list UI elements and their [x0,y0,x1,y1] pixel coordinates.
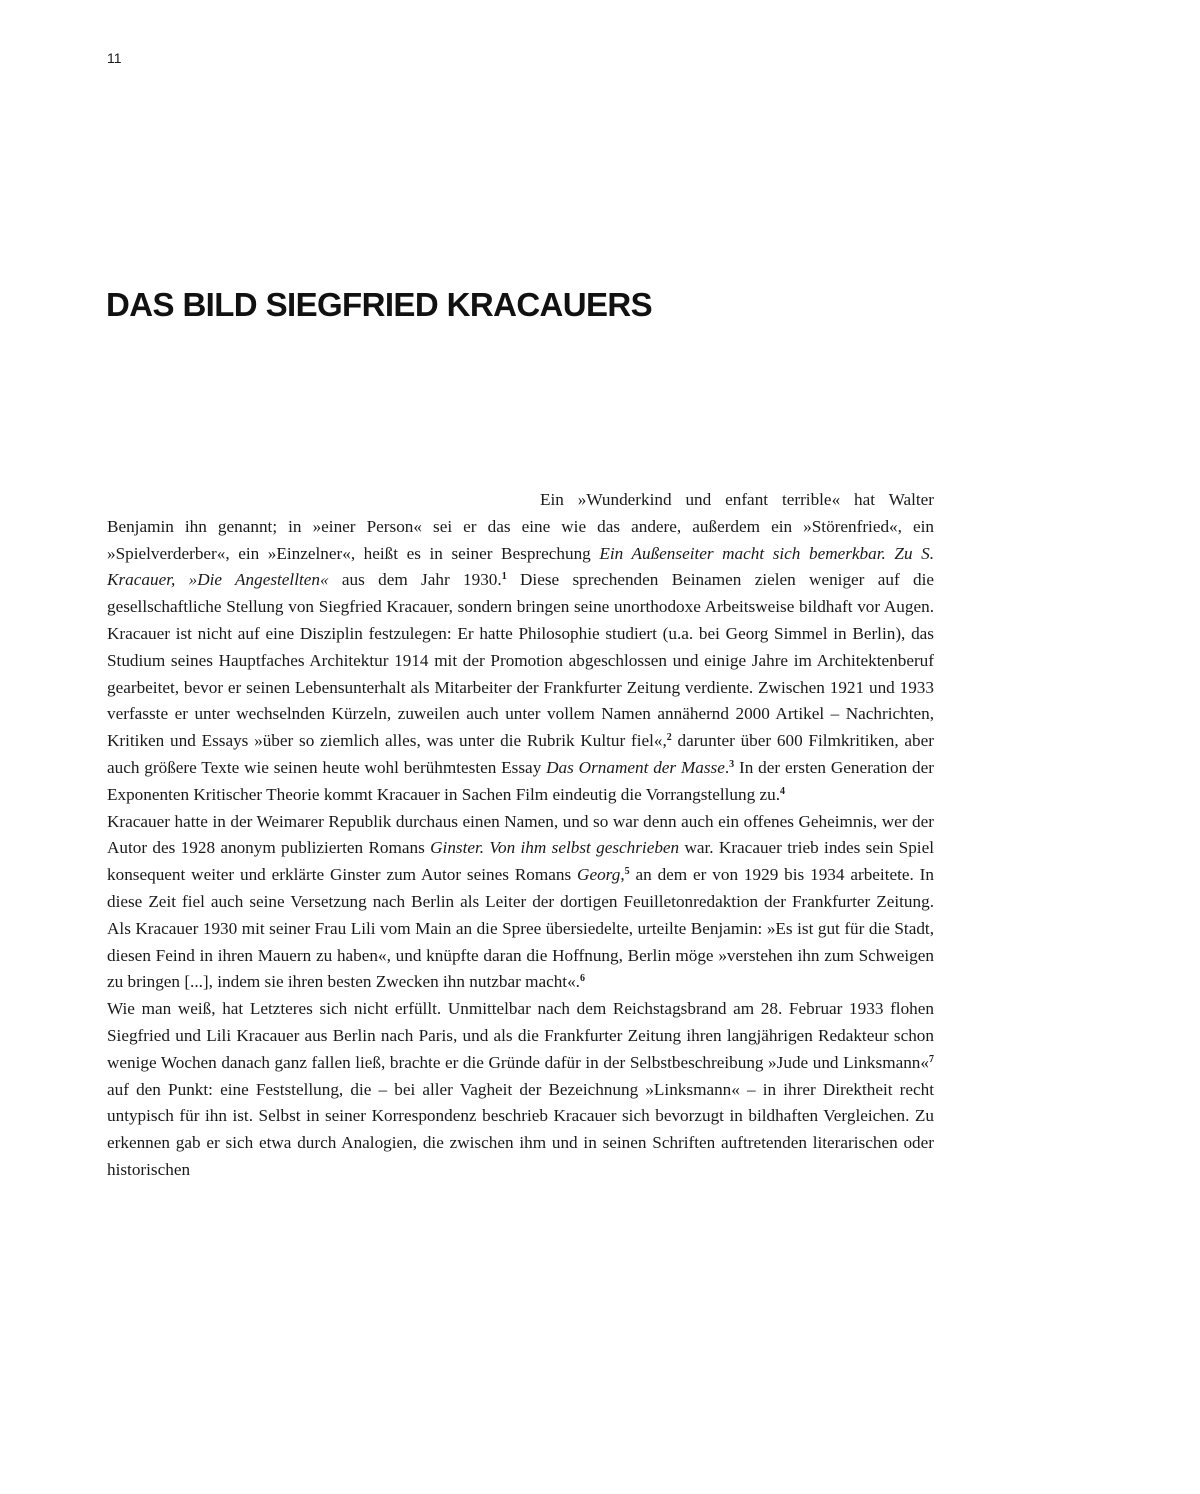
text-run: Diese sprechenden Beinamen zielen weniger auf die gesellschaftliche Stellung von Siegfried Kracauer, sondern bringen seine unorthodoxe Arbeitsweise bildhaft vor Augen. Kracauer ist nicht auf eine Disziplin festzulegen: Er hatte Philosophie studiert (u.a. bei Georg Simmel in Berlin), das Studium seines Hauptfaches Architektur 1914 mit der Promotion abgeschlossen und einige Jahre im Architektenberuf gearbeitet, bevor er seinen Lebensunterhalt als Mitarbeiter der Frankfurter Zeitung verdiente. Zwischen 1921 und 1933 verfasste er unter wechselnden Kürzeln, zuweilen auch unter vollem Namen annähernd 2000 Artikel – Nachrichten, Kritiken und Essays »über so ziemlich alles, was unter die Rubrik Kultur fiel«, [107,570,934,751]
footnote-ref: 3 [729,758,735,770]
page-number: 11 [107,50,122,66]
text-run: aus dem Jahr 1930. [328,570,502,590]
footnote-ref: 4 [780,785,786,797]
text-run: war. Kracauer trieb indes sein Spiel konsequent weiter und erklärte Ginster zum Autor seines Romans [107,838,934,885]
chapter-title: DAS BILD SIEGFRIED KRACAUERS [106,286,653,323]
text-run: , [620,865,625,885]
text-run: an dem er von 1929 bis 1934 arbeitete. In diese Zeit fiel auch seine Versetzung nach Berlin als Leiter der dortigen Feuilletonredaktion der Frankfurter Zeitung. Als Kracauer 1930 mit seiner Frau Lili vom Main an die Spree übersiedelte, urteilte Benjamin: »Es ist gut für die Stadt, diesen Feind in ihren Mauern zu haben«, und knüpfte daran die Hoffnung, Berlin möge »verstehen ihn zum Schweigen zu bringen [...], indem sie ihren besten Zwecken ihn nutzbar macht«. [107,865,934,992]
text-run: Ein »Wunderkind und enfant terrible« hat Walter Benjamin ihn genannt; in »einer Person« sei er das eine wie das andere, außerdem ein »Störenfried«, ein »Spielverderber«, ein »Einzelner«, heißt es in seiner Besprechung [107,490,934,563]
text-run: Kracauer hatte in der Weimarer Republik durchaus einen Namen, und so war denn auch ein offenes Geheimnis, wer der Autor des 1928 anonym publizierten Romans [107,811,934,858]
footnote-ref: 7 [929,1053,934,1065]
paragraph-2 [107,809,934,997]
italic-text: Das Ornament der Masse [546,757,725,777]
italic-text: Ginster. Von ihm selbst geschrieben [430,838,680,858]
italic-text: Ein Außenseiter macht sich bemerkbar. Zu S. Kracauer, »Die Angestellten« [107,543,934,590]
text-run: . [724,757,730,777]
text-run: auf den Punkt: eine Feststellung, die – bei aller Vagheit der Bezeichnung »Linksmann« – in ihrer Direktheit recht untypisch für ihn ist. Selbst in seiner Korrespondenz beschrieb Kracauer sich bevorzugt in bildhaften Vergleichen. Zu erkennen gab er sich etwa durch Analogien, die zwischen ihm und in seinen Schriften auftretenden literarischen oder historischen [107,1079,934,1179]
footnote-ref: 1 [501,571,507,583]
paragraph-1 [107,487,934,809]
text-run: In der ersten Generation der Exponenten Kritischer Theorie kommt Kracauer in Sachen Film eindeutig die Vorrangstellung zu. [107,757,934,804]
italic-text: Georg [577,865,621,885]
paragraph-3 [107,996,934,1184]
text-run: darunter über 600 Filmkritiken, aber auch größere Texte wie seinen heute wohl berühmtesten Essay [107,731,934,777]
footnote-ref: 2 [666,732,672,744]
footnote-ref: 5 [624,866,630,878]
body-text [107,487,934,1184]
footnote-ref: 6 [579,973,585,985]
text-run: Wie man weiß, hat Letzteres sich nicht erfüllt. Unmittelbar nach dem Reichstagsbrand am 28. Februar 1933 flohen Siegfried und Lili Kracauer aus Berlin nach Paris, und als die Frankfurter Zeitung ihren langjährigen Redakteur schon wenige Wochen danach ganz fallen ließ, brachte er die Gründe dafür in der Selbstbeschreibung »Jude und Linksmann« [107,999,934,1072]
